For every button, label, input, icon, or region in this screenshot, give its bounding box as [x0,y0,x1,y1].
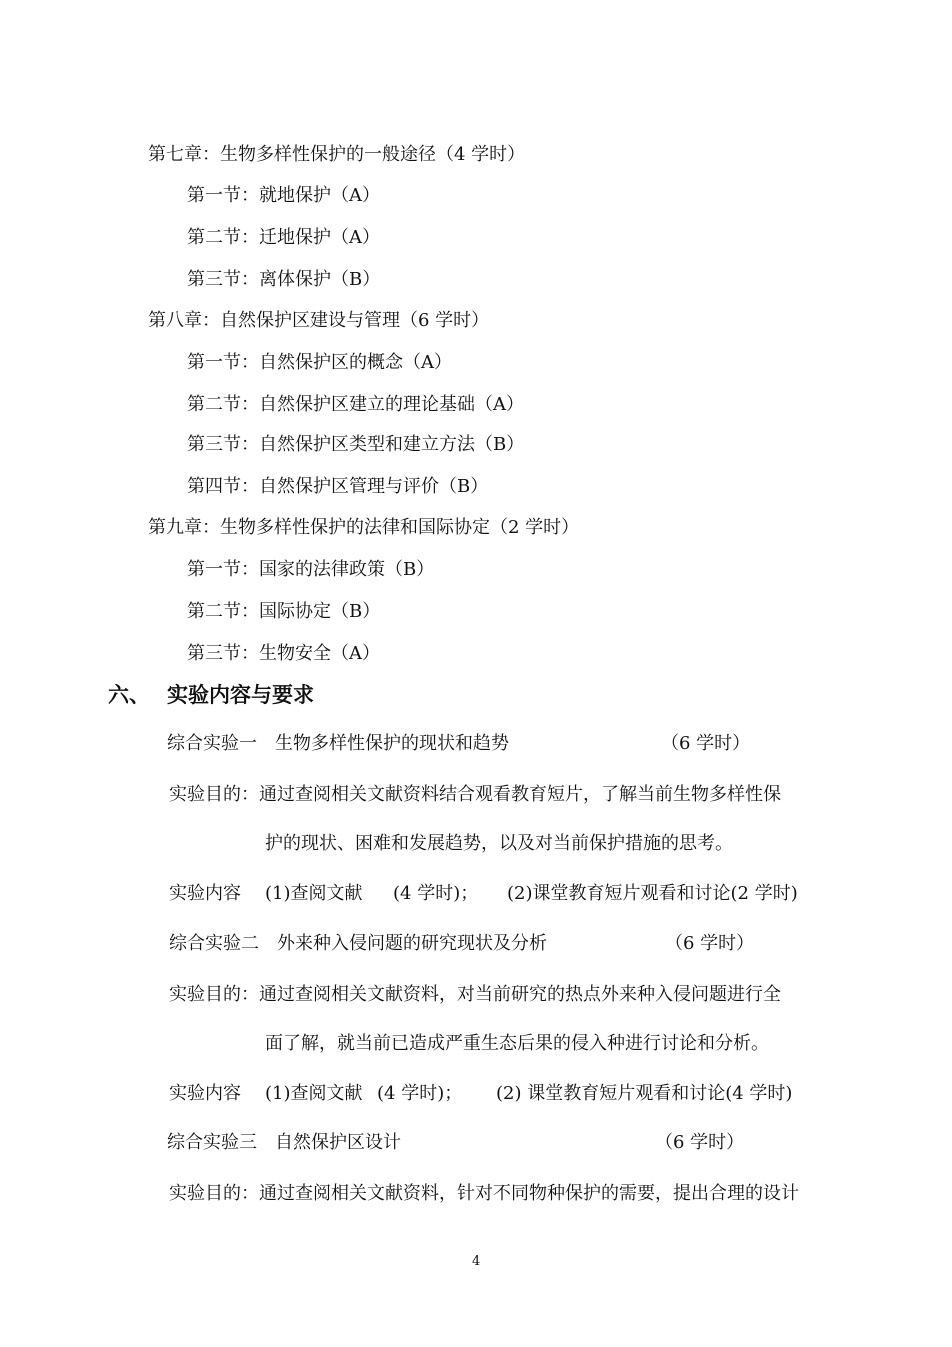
experiment-1-hours: （6 学时） [661,733,751,754]
experiment-2-content-item-1-hours: (4 学时)； [377,1083,463,1104]
experiment-2-content-item-1: (1)查阅文献 [265,1083,363,1104]
experiment-3-title: 综合实验三 自然保护区设计 [167,1132,401,1153]
experiment-3-hours: （6 学时） [655,1132,745,1153]
chapter-7-section-3: 第三节：离体保护（B） [187,269,381,290]
chapter-9-heading: 第九章：生物多样性保护的法律和国际协定（2 学时） [148,517,580,538]
experiment-2-purpose-line-2: 面了解，就当前已造成严重生态后果的侵入种进行讨论和分析。 [265,1033,769,1054]
experiment-1-content-item-1-hours: (4 学时)； [393,883,479,904]
experiment-1-title: 综合实验一 生物多样性保护的现状和趋势 [167,733,509,754]
chapter-8-heading: 第八章：自然保护区建设与管理（6 学时） [148,310,490,331]
chapter-8-section-1: 第一节：自然保护区的概念（A） [187,352,452,373]
chapter-7-section-1: 第一节：就地保护（A） [187,185,380,206]
experiment-2-content-label: 实验内容 [169,1083,241,1104]
chapter-7-heading: 第七章：生物多样性保护的一般途径（4 学时） [148,144,526,165]
experiment-2-hours: （6 学时） [665,933,755,954]
page-number: 4 [472,1254,481,1269]
experiment-1-purpose-line-2: 护的现状、困难和发展趋势，以及对当前保护措施的思考。 [265,833,733,854]
chapter-9-section-3: 第三节：生物安全（A） [187,643,380,664]
experiment-3-purpose-line-1: 实验目的：通过查阅相关文献资料，针对不同物种保护的需要，提出合理的设计 [169,1183,799,1204]
chapter-8-section-3: 第三节：自然保护区类型和建立方法（B） [187,434,525,455]
chapter-9-section-2: 第二节：国际协定（B） [187,601,381,622]
experiment-1-content-item-1: (1)查阅文献 [265,883,363,904]
chapter-9-section-1: 第一节：国家的法律政策（B） [187,559,435,580]
experiment-2-content-item-2: (2) 课堂教育短片观看和讨论(4 学时) [496,1083,793,1104]
section-6-number: 六、 [108,683,150,707]
chapter-7-section-2: 第二节：迁地保护（A） [187,227,380,248]
experiment-2-title: 综合实验二 外来种入侵问题的研究现状及分析 [169,933,547,954]
chapter-8-section-2: 第二节：自然保护区建立的理论基础（A） [187,394,524,415]
experiment-1-purpose-line-1: 实验目的：通过查阅相关文献资料结合观看教育短片，了解当前生物多样性保 [169,784,781,805]
experiment-1-content-item-2: (2)课堂教育短片观看和讨论(2 学时) [507,883,798,904]
chapter-8-section-4: 第四节：自然保护区管理与评价（B） [187,476,489,497]
section-6-title: 实验内容与要求 [167,683,314,707]
experiment-1-content-label: 实验内容 [169,883,241,904]
experiment-2-purpose-line-1: 实验目的：通过查阅相关文献资料，对当前研究的热点外来种入侵问题进行全 [169,984,781,1005]
